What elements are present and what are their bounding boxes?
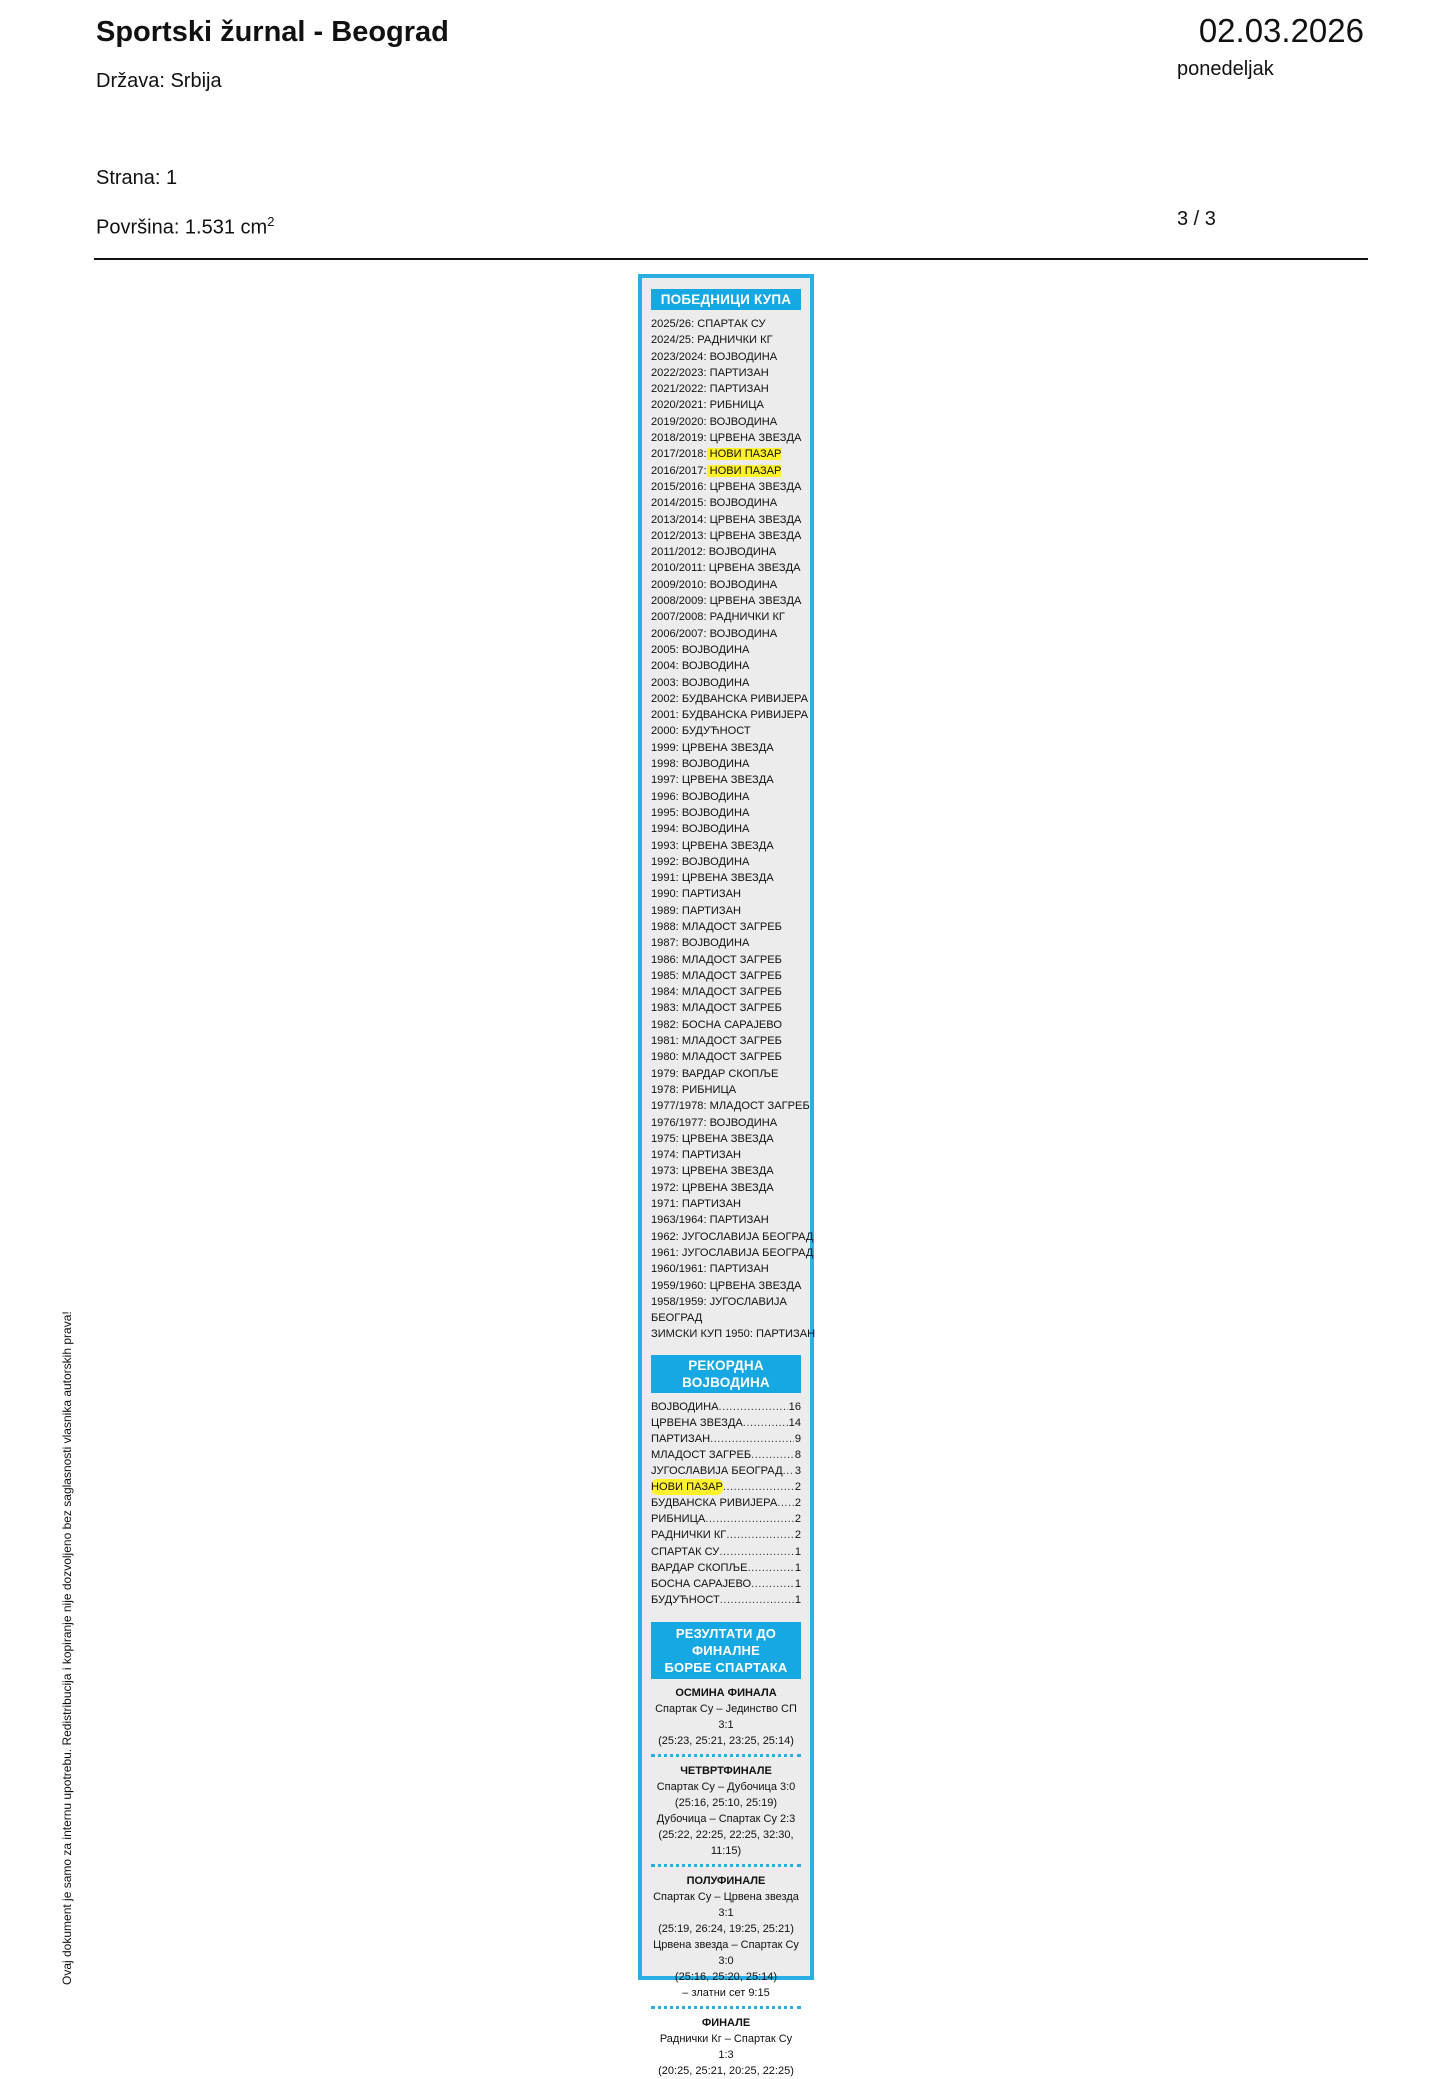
winner-row: 2006/2007: ВОЈВОДИНА (651, 627, 778, 640)
winner-season: 2017/2018: (651, 448, 707, 461)
winner-row: 2021/2022: ПАРТИЗАН (651, 383, 769, 396)
round-result-line: Црвена звезда – Спартак Су 3:0 (653, 1938, 799, 1967)
winner-row: 1960/1961: ПАРТИЗАН (651, 1263, 769, 1276)
winner-row: 1994: ВОЈВОДИНА (651, 823, 750, 836)
area-value: Površina: 1.531 cm (96, 216, 268, 239)
record-team: ЈУГОСЛАВИЈА БЕОГРАД (651, 1465, 783, 1478)
winner-row: 1963/1964: ПАРТИЗАН (651, 1214, 769, 1227)
results-heading (651, 1622, 801, 1679)
record-heading: РЕКОРДНА ВОЈВОДИНА (651, 1355, 801, 1393)
record-row (651, 1592, 801, 1608)
winner-team-highlighted: НОВИ ПАЗАР (706, 464, 782, 477)
winner-row: 2009/2010: ВОЈВОДИНА (651, 578, 778, 591)
record-count: 1 (794, 1561, 801, 1574)
round-title: ЧЕТВРТФИНАЛЕ (680, 1764, 772, 1777)
record-count: 3 (794, 1465, 801, 1478)
winner-row: 2025/26: СПАРТАК СУ (651, 318, 766, 330)
round-title: ФИНАЛЕ (701, 2016, 751, 2029)
record-team: МЛАДОСТ ЗАГРЕБ (651, 1448, 752, 1461)
winner-row: 2011/2012: ВОЈВОДИНА (651, 546, 777, 559)
record-count: 2 (794, 1513, 801, 1526)
winners-list (651, 316, 816, 1343)
record-leader-dots (751, 1576, 794, 1592)
winner-row: 2024/25: РАДНИЧКИ КГ (651, 334, 773, 347)
winner-row: 2002: БУДВАНСКА РИВИЈЕРА (651, 692, 809, 705)
winner-row: 1983: МЛАДОСТ ЗАГРЕБ (651, 1002, 782, 1015)
record-leader-dots (743, 1415, 788, 1431)
round-result-line: Спартак Су – Црвена звезда 3:1 (653, 1890, 799, 1919)
winner-row: 1977/1978: МЛАДОСТ ЗАГРЕБ (651, 1100, 810, 1113)
winner-row (651, 463, 801, 479)
issue-weekday: ponedeljak (1177, 58, 1274, 80)
record-row (651, 1576, 801, 1592)
winner-row: 1978: РИБНИЦА (651, 1083, 737, 1096)
record-leader-dots (783, 1463, 794, 1479)
issue-date: 02.03.2026 (1198, 12, 1364, 49)
record-count: 9 (794, 1432, 801, 1445)
round-separator (651, 1864, 801, 1867)
winner-row: 1995: ВОЈВОДИНА (651, 806, 750, 819)
record-leader-dots (719, 1544, 794, 1560)
record-row (651, 1544, 801, 1560)
round-separator (651, 2006, 801, 2009)
winner-row: 2012/2013: ЦРВЕНА ЗВЕЗДА (651, 529, 802, 542)
round-result-line: (25:16, 25:20, 25:14) (674, 1970, 778, 1983)
record-count: 14 (788, 1416, 801, 1429)
page-counter: 3 / 3 (1177, 208, 1216, 230)
record-team: БУДВАНСКА РИВИЈЕРА (651, 1497, 778, 1510)
winner-row: 1972: ЦРВЕНА ЗВЕЗДА (651, 1181, 774, 1194)
record-leader-dots (719, 1399, 788, 1415)
record-list (651, 1399, 801, 1608)
record-team: ПАРТИЗАН (651, 1432, 711, 1445)
winner-row: ЗИМСКИ КУП 1950: ПАРТИЗАН (651, 1328, 816, 1341)
round-title: ПОЛУФИНАЛЕ (686, 1874, 766, 1887)
record-leader-dots (710, 1431, 794, 1447)
winner-row: 1997: ЦРВЕНА ЗВЕЗДА (651, 774, 774, 787)
winner-row: 1979: ВАРДАР СКОПЉЕ (651, 1067, 779, 1080)
record-leader-dots (723, 1479, 794, 1495)
record-row (651, 1511, 801, 1527)
winner-row: 1989: ПАРТИЗАН (651, 904, 741, 917)
winner-row: 1981: МЛАДОСТ ЗАГРЕБ (651, 1035, 782, 1048)
round-separator (651, 1754, 801, 1757)
record-count: 2 (794, 1497, 801, 1510)
winner-season: 2016/2017: (651, 464, 707, 477)
winner-row: 1976/1977: ВОЈВОДИНА (651, 1116, 778, 1129)
record-count: 1 (794, 1577, 801, 1590)
round-result-line: (25:19, 26:24, 19:25, 25:21) (658, 1922, 794, 1935)
winner-row: 1959/1960: ЦРВЕНА ЗВЕЗДА (651, 1279, 802, 1292)
record-row (651, 1447, 801, 1463)
winner-row: 1993: ЦРВЕНА ЗВЕЗДА (651, 839, 774, 852)
winner-row: 2015/2016: ЦРВЕНА ЗВЕЗДА (651, 480, 802, 493)
winner-row: 1999: ЦРВЕНА ЗВЕЗДА (651, 741, 774, 754)
winner-row: 2004: ВОЈВОДИНА (651, 660, 750, 673)
record-team: ВАРДАР СКОПЉЕ (651, 1561, 748, 1574)
winner-row: 1998: ВОЈВОДИНА (651, 758, 750, 771)
record-count: 8 (794, 1448, 801, 1461)
record-count: 2 (794, 1529, 801, 1542)
area-label (96, 214, 274, 240)
winner-row: 1996: ВОЈВОДИНА (651, 790, 750, 803)
winner-row: 2005: ВОЈВОДИНА (651, 643, 750, 656)
record-team: БУДУЋНОСТ (651, 1593, 720, 1606)
winner-row: БЕОГРАД (651, 1312, 703, 1325)
round-result-line: Спартак Су – Дубочица 3:0 (656, 1780, 796, 1793)
winner-row: 1986: МЛАДОСТ ЗАГРЕБ (651, 953, 782, 966)
winner-row: 1975: ЦРВЕНА ЗВЕЗДА (651, 1132, 774, 1145)
winner-row: 1973: ЦРВЕНА ЗВЕЗДА (651, 1165, 774, 1178)
winner-row: 2001: БУДВАНСКА РИВИЈЕРА (651, 709, 809, 722)
area-unit-exponent: 2 (267, 214, 275, 229)
record-row (651, 1527, 801, 1543)
results-heading-line2: БОРБЕ СПАРТАКА (664, 1659, 788, 1675)
record-row (651, 1431, 801, 1447)
winner-row: 2018/2019: ЦРВЕНА ЗВЕЗДА (651, 432, 802, 445)
record-count: 1 (794, 1545, 801, 1558)
winner-row: 2013/2014: ЦРВЕНА ЗВЕЗДА (651, 513, 802, 526)
record-row (651, 1415, 801, 1431)
winner-row: 1958/1959: ЈУГОСЛАВИЈА (651, 1295, 787, 1308)
header-divider (94, 258, 1368, 260)
winner-row: 2014/2015: ВОЈВОДИНА (651, 497, 778, 510)
record-leader-dots (777, 1495, 794, 1511)
round-result-line: Спартак Су – Јединство СП 3:1 (655, 1702, 797, 1731)
record-count: 1 (794, 1593, 801, 1606)
country-label: Država: Srbija (96, 70, 222, 92)
page-number: Strana: 1 (96, 167, 178, 189)
round-result-line: (25:22, 22:25, 22:25, 32:30, 11:15) (658, 1828, 794, 1857)
winner-row: 1985: МЛАДОСТ ЗАГРЕБ (651, 969, 782, 982)
winner-row: 2020/2021: РИБНИЦА (651, 399, 764, 412)
winner-row: 2000: БУДУЋНОСТ (651, 725, 751, 738)
round-result-line: (20:25, 25:21, 20:25, 22:25) (658, 2064, 794, 2077)
record-team: НОВИ ПАЗАР (651, 1479, 723, 1495)
record-leader-dots (726, 1527, 794, 1543)
record-team: РАДНИЧКИ КГ (651, 1529, 727, 1542)
round-result-line: Дубочица – Спартак Су 2:3 (656, 1812, 796, 1825)
winner-row: 2003: ВОЈВОДИНА (651, 676, 750, 689)
record-row (651, 1399, 801, 1415)
winner-row: 2007/2008: РАДНИЧКИ КГ (651, 611, 785, 624)
winner-row: 2010/2011: ЦРВЕНА ЗВЕЗДА (651, 562, 801, 575)
record-leader-dots (751, 1447, 794, 1463)
winner-row: 1971: ПАРТИЗАН (651, 1198, 741, 1211)
record-row (651, 1560, 801, 1576)
record-count: 16 (788, 1400, 801, 1413)
winner-row: 1988: МЛАДОСТ ЗАГРЕБ (651, 920, 782, 933)
winner-row: 1990: ПАРТИЗАН (651, 888, 741, 901)
winner-row: 2023/2024: ВОЈВОДИНА (651, 350, 778, 363)
round-result-line: (25:23, 25:21, 23:25, 25:14) (658, 1734, 794, 1747)
record-row (651, 1479, 801, 1495)
record-team: БОСНА САРАЈЕВО (651, 1577, 752, 1590)
winner-row: 2019/2020: ВОЈВОДИНА (651, 415, 778, 428)
record-row (651, 1495, 801, 1511)
round-result-line: – златни сет 9:15 (682, 1986, 770, 1999)
record-team: ЦРВЕНА ЗВЕЗДА (651, 1416, 743, 1429)
winner-row: 1984: МЛАДОСТ ЗАГРЕБ (651, 986, 782, 999)
record-leader-dots (720, 1592, 794, 1608)
winner-row: 1987: ВОЈВОДИНА (651, 937, 750, 950)
winner-row: 1982: БОСНА САРАЈЕВО (651, 1018, 782, 1031)
record-row (651, 1463, 801, 1479)
round-result-line: Раднички Кг – Спартак Су 1:3 (659, 2032, 793, 2061)
record-leader-dots (748, 1560, 794, 1576)
winner-row: 1961: ЈУГОСЛАВИЈА БЕОГРАД (651, 1246, 814, 1259)
winner-row: 2008/2009: ЦРВЕНА ЗВЕЗДА (651, 595, 802, 608)
winner-row: 1974: ПАРТИЗАН (651, 1149, 741, 1162)
winner-team-highlighted: НОВИ ПАЗАР (706, 448, 782, 461)
record-team: РИБНИЦА (651, 1513, 706, 1526)
winner-row (651, 446, 801, 462)
record-team: СПАРТАК СУ (651, 1545, 720, 1558)
winner-row: 1991: ЦРВЕНА ЗВЕЗДА (651, 872, 774, 885)
winners-heading: ПОБЕДНИЦИ КУПА (651, 289, 801, 310)
record-leader-dots (705, 1511, 794, 1527)
record-team: ВОЈВОДИНА (651, 1400, 719, 1413)
winner-row: 1980: МЛАДОСТ ЗАГРЕБ (651, 1051, 782, 1064)
copyright-notice: Ovaj dokument je samo za internu upotrebu. Redistribucija i kopiranje nije dozvoljeno bez saglasnosti vlasnika autorskih prava! (60, 1311, 74, 1985)
winner-row: 2022/2023: ПАРТИЗАН (651, 366, 769, 379)
record-count: 2 (794, 1481, 801, 1494)
round-result-line: (25:16, 25:10, 25:19) (674, 1796, 778, 1809)
round-title: ОСМИНА ФИНАЛА (675, 1686, 777, 1699)
publication-title: Sportski žurnal - Beograd (96, 16, 449, 48)
winner-row: 1992: ВОЈВОДИНА (651, 855, 750, 868)
winner-row: 1962: ЈУГОСЛАВИЈА БЕОГРАД (651, 1230, 814, 1243)
results-list (651, 1685, 801, 2079)
results-heading-line1: РЕЗУЛТАТИ ДО ФИНАЛНЕ (675, 1625, 777, 1658)
article-clipping (638, 274, 816, 2077)
